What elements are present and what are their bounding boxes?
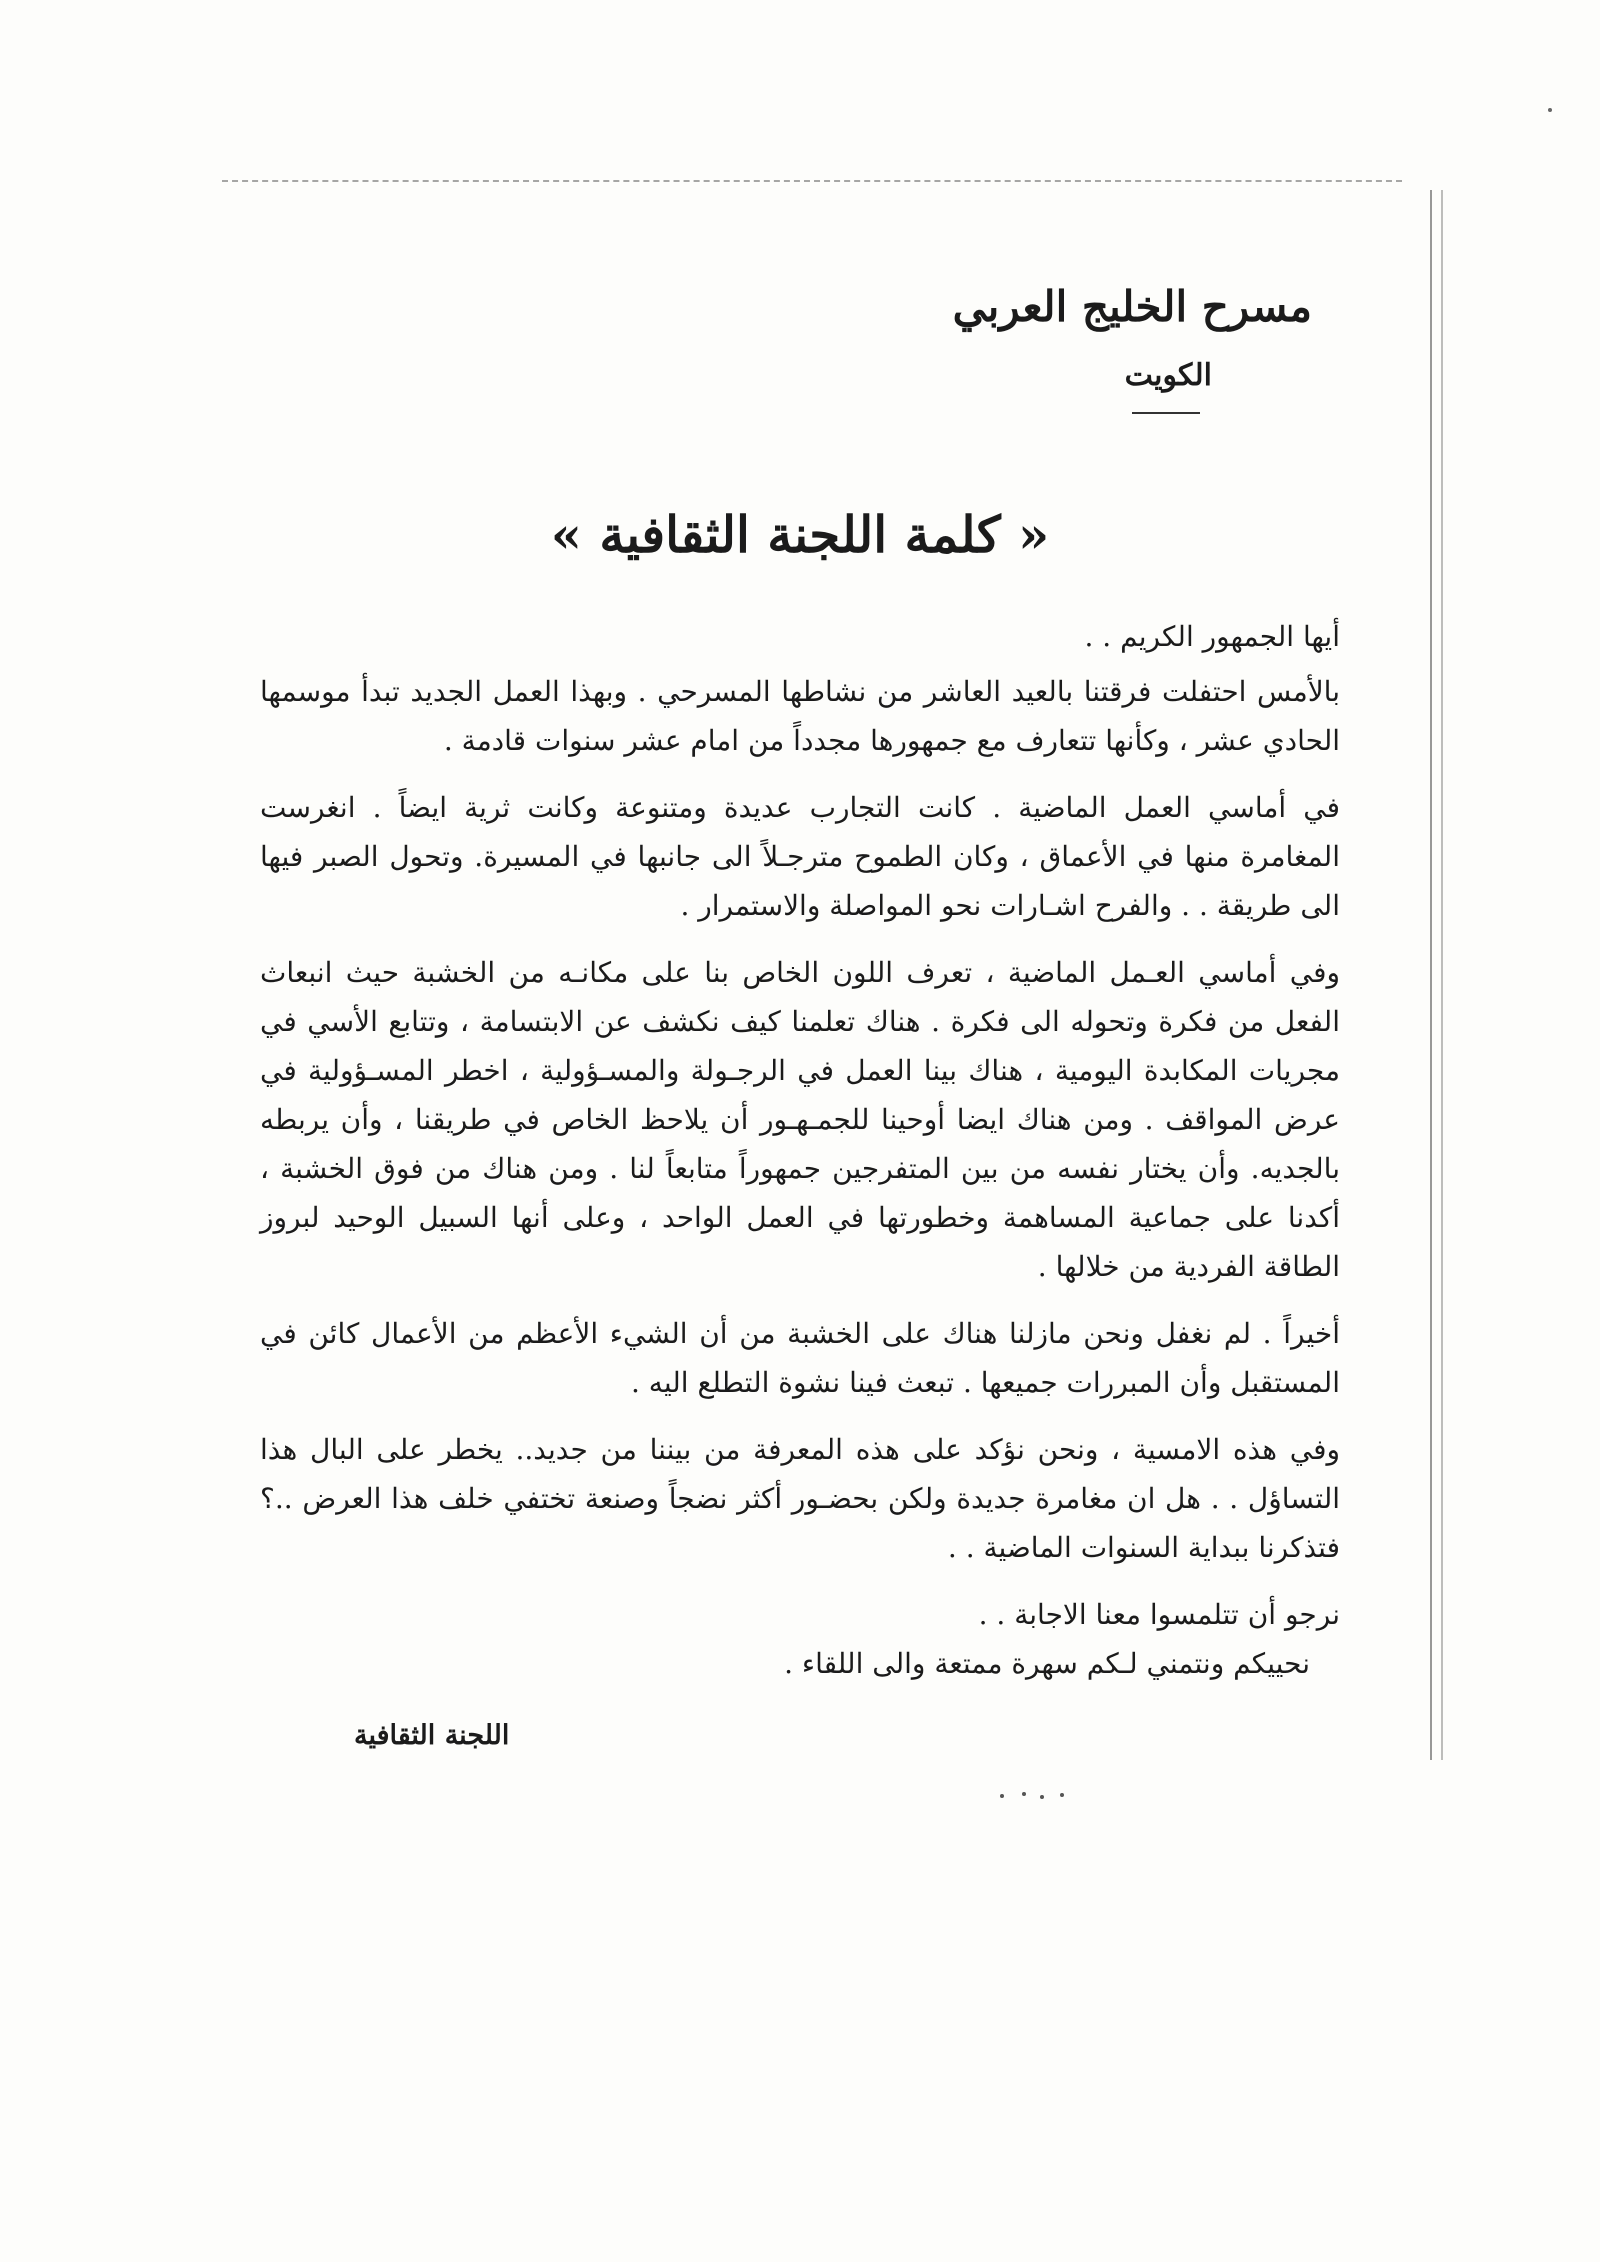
paragraph: في أماسي العمل الماضية . كانت التجارب عديدة ومتنوعة وكانت ثرية ايضاً . انغرست المغامرة منها في الأعماق ، وكان الطموح مترجـلاً الى جانبها في المسيرة. وتحول الصبر فيها الى طريقة . . والفرح اشـارات نحو المواصلة والاستمرار . (260, 791, 1340, 922)
scan-speck (1548, 108, 1552, 112)
greeting: أيها الجمهور الكريم . . (1084, 620, 1340, 653)
paragraph: أخيراً . لم نغفل ونحن مازلنا هناك على الخشبة من أن الشيء الأعظم من الأعمال كائن في المستقبل وأن المبررات جميعها . تبعث فينا نشوة التطلع اليه . (260, 1317, 1340, 1399)
document-body (260, 612, 1340, 1688)
closing-line: نرجو أن تتلمسوا معنا الاجابة . . (978, 1598, 1340, 1631)
scan-top-rule (222, 180, 1402, 182)
header-underline (1132, 412, 1200, 414)
city-name: الكويت (1124, 358, 1212, 393)
scan-speck (1040, 1795, 1044, 1799)
organization-name: مسرح الخليج العربي (952, 282, 1312, 331)
closing-line: نحييكم ونتمني لـكم سهرة ممتعة والى اللقاء . (784, 1647, 1310, 1680)
scan-speck (1022, 1792, 1026, 1796)
paragraph: وفي أماسي العـمل الماضية ، تعرف اللون الخاص بنا على مكانـه من الخشبة حيث انبعاث الفعل من فكرة وتحوله الى فكرة . هناك تعلمنا كيف نكشف عن الابتسامة ، وتتابع الأسي في مجريات المكابدة اليومية ، هناك بينا العمل في الرجـولة والمسـؤولية ، اخطر المسـؤولية في عرض المواقف . ومن هناك ايضا أوحينا للجمـهـور أن يلاحظ الخاص في طريقنا ، وأن يربطه بالجديه. وأن يختار نفسه من بين المتفرجين جمهوراً متابعاً لنا . ومن هناك من فوق الخشبة ، أكدنا على جماعية المساهمة وخطورتها في العمل الواحد ، وعلى أنها السبيل الوحيد لبروز الطاقة الفردية من خلالها . (260, 956, 1340, 1283)
scan-speck (1000, 1794, 1004, 1798)
margin-line (1430, 190, 1432, 1760)
paragraph: بالأمس احتفلت فرقتنا بالعيد العاشر من نشاطها المسرحي . وبهذا العمل الجديد تبدأ موسمها الحادي عشر ، وكأنها تتعارف مع جمهورها مجدداً من امام عشر سنوات قادمة . (260, 675, 1340, 757)
paragraph: وفي هذه الامسية ، ونحن نؤكد على هذه المعرفة من بيننا من جديد.. يخطر على البال هذا التساؤل . . هل ان مغامرة جديدة ولكن بحضـور أكثر نضجاً وصنعة تختفي خلف هذا العرض ..؟ فتذكرنا ببداية السنوات الماضية . . (260, 1433, 1340, 1564)
document-title: « كلمة اللجنة الثقافية » (550, 505, 1050, 564)
scan-speck (1060, 1793, 1064, 1797)
scan-specks (1000, 1792, 1070, 1800)
signature: اللجنة الثقافية (354, 1720, 510, 1751)
margin-line (1441, 190, 1443, 1760)
